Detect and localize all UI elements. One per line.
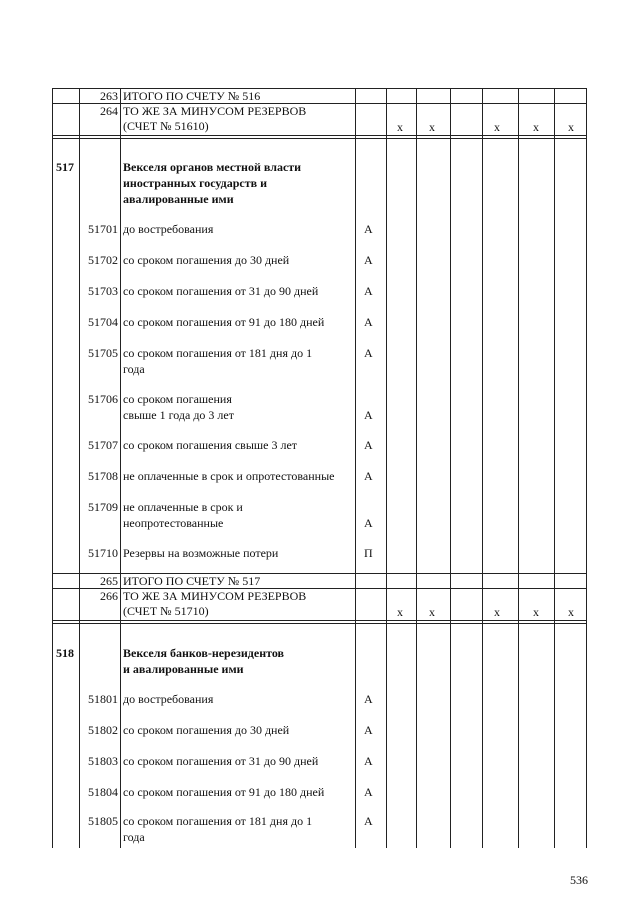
account-code: 51804 <box>88 785 118 799</box>
account-description: со сроком погашения от 31 до 90 дней <box>123 754 319 768</box>
account-description: со сроком погашения от 31 до 90 дней <box>123 284 319 298</box>
account-description: года <box>123 830 145 844</box>
account-description: со сроком погашения <box>123 392 232 406</box>
column-rule <box>554 88 555 848</box>
balance-type: А <box>364 222 373 236</box>
x-mark: x <box>533 605 539 619</box>
column-rule <box>586 88 587 848</box>
total-line-number: 265 <box>100 574 118 588</box>
balance-type: А <box>364 692 373 706</box>
balance-type: А <box>364 438 373 452</box>
row-rule <box>52 620 586 621</box>
account-description: со сроком погашения от 91 до 180 дней <box>123 785 325 799</box>
column-rule <box>482 88 483 848</box>
column-rule <box>416 88 417 848</box>
x-mark: x <box>494 120 500 134</box>
account-description: не оплаченные в срок и <box>123 500 243 514</box>
account-code: 51701 <box>88 222 118 236</box>
account-number: 518 <box>56 646 74 660</box>
account-number: 517 <box>56 160 74 174</box>
account-code: 51805 <box>88 814 118 828</box>
account-code: 51710 <box>88 546 118 560</box>
total-row-label: ТО ЖЕ ЗА МИНУСОМ РЕЗЕРВОВ <box>123 589 307 603</box>
account-code: 51705 <box>88 346 118 360</box>
x-mark: x <box>429 120 435 134</box>
balance-type: А <box>364 754 373 768</box>
account-code: 51802 <box>88 723 118 737</box>
account-description: Резервы на возможные потери <box>123 546 279 560</box>
section-title: Векселя органов местной власти <box>123 160 302 174</box>
section-title: и авалированные ими <box>123 662 244 676</box>
row-rule <box>52 135 586 136</box>
balance-type: А <box>364 315 373 329</box>
account-code: 51708 <box>88 469 118 483</box>
balance-type: А <box>364 516 373 530</box>
account-code: 51704 <box>88 315 118 329</box>
account-description: до востребования <box>123 692 214 706</box>
column-rule <box>386 88 387 848</box>
x-mark: x <box>397 605 403 619</box>
account-description: со сроком погашения от 181 дня до 1 <box>123 346 313 360</box>
total-row-label: ТО ЖЕ ЗА МИНУСОМ РЕЗЕРВОВ <box>123 104 307 118</box>
section-title: авалированные ими <box>123 192 234 206</box>
account-code: 51803 <box>88 754 118 768</box>
section-title: Векселя банков-нерезидентов <box>123 646 285 660</box>
account-code: 51707 <box>88 438 118 452</box>
total-line-number: 263 <box>100 89 118 103</box>
row-rule <box>52 623 586 624</box>
column-rule <box>120 88 121 848</box>
x-mark: x <box>397 120 403 134</box>
accounts-ledger-table <box>52 88 586 848</box>
balance-type: А <box>364 469 373 483</box>
x-mark: x <box>533 120 539 134</box>
section-title: иностранных государств и <box>123 176 267 190</box>
account-description: со сроком погашения от 91 до 180 дней <box>123 315 325 329</box>
account-description: свыше 1 года до 3 лет <box>123 408 234 422</box>
x-mark: x <box>568 605 574 619</box>
column-rule <box>52 88 53 848</box>
x-mark: x <box>494 605 500 619</box>
balance-type: А <box>364 253 373 267</box>
balance-type: А <box>364 346 373 360</box>
account-code: 51706 <box>88 392 118 406</box>
column-rule <box>518 88 519 848</box>
column-rule <box>355 88 356 848</box>
balance-type: П <box>364 546 373 560</box>
total-row-label: ИТОГО ПО СЧЕТУ № 517 <box>123 574 261 588</box>
x-mark: x <box>429 605 435 619</box>
account-description: со сроком погашения до 30 дней <box>123 723 290 737</box>
account-description: со сроком погашения свыше 3 лет <box>123 438 298 452</box>
total-row-label: (СЧЕТ № 51710) <box>123 604 209 618</box>
x-mark: x <box>568 120 574 134</box>
total-line-number: 266 <box>100 589 118 603</box>
total-row-label: (СЧЕТ № 51610) <box>123 119 209 133</box>
account-description: не оплаченные в срок и опротестованные <box>123 469 335 483</box>
account-code: 51703 <box>88 284 118 298</box>
row-rule <box>52 138 586 139</box>
balance-type: А <box>364 284 373 298</box>
account-description: до востребования <box>123 222 214 236</box>
account-description: неопротестованные <box>123 516 224 530</box>
page-number: 536 <box>570 873 588 887</box>
balance-type: А <box>364 814 373 828</box>
account-description: со сроком погашения до 30 дней <box>123 253 290 267</box>
account-description: года <box>123 362 145 376</box>
account-description: со сроком погашения от 181 дня до 1 <box>123 814 313 828</box>
account-code: 51709 <box>88 500 118 514</box>
balance-type: А <box>364 408 373 422</box>
balance-type: А <box>364 723 373 737</box>
balance-type: А <box>364 785 373 799</box>
column-rule <box>450 88 451 848</box>
total-row-label: ИТОГО ПО СЧЕТУ № 516 <box>123 89 261 103</box>
total-line-number: 264 <box>100 104 118 118</box>
account-code: 51801 <box>88 692 118 706</box>
account-code: 51702 <box>88 253 118 267</box>
